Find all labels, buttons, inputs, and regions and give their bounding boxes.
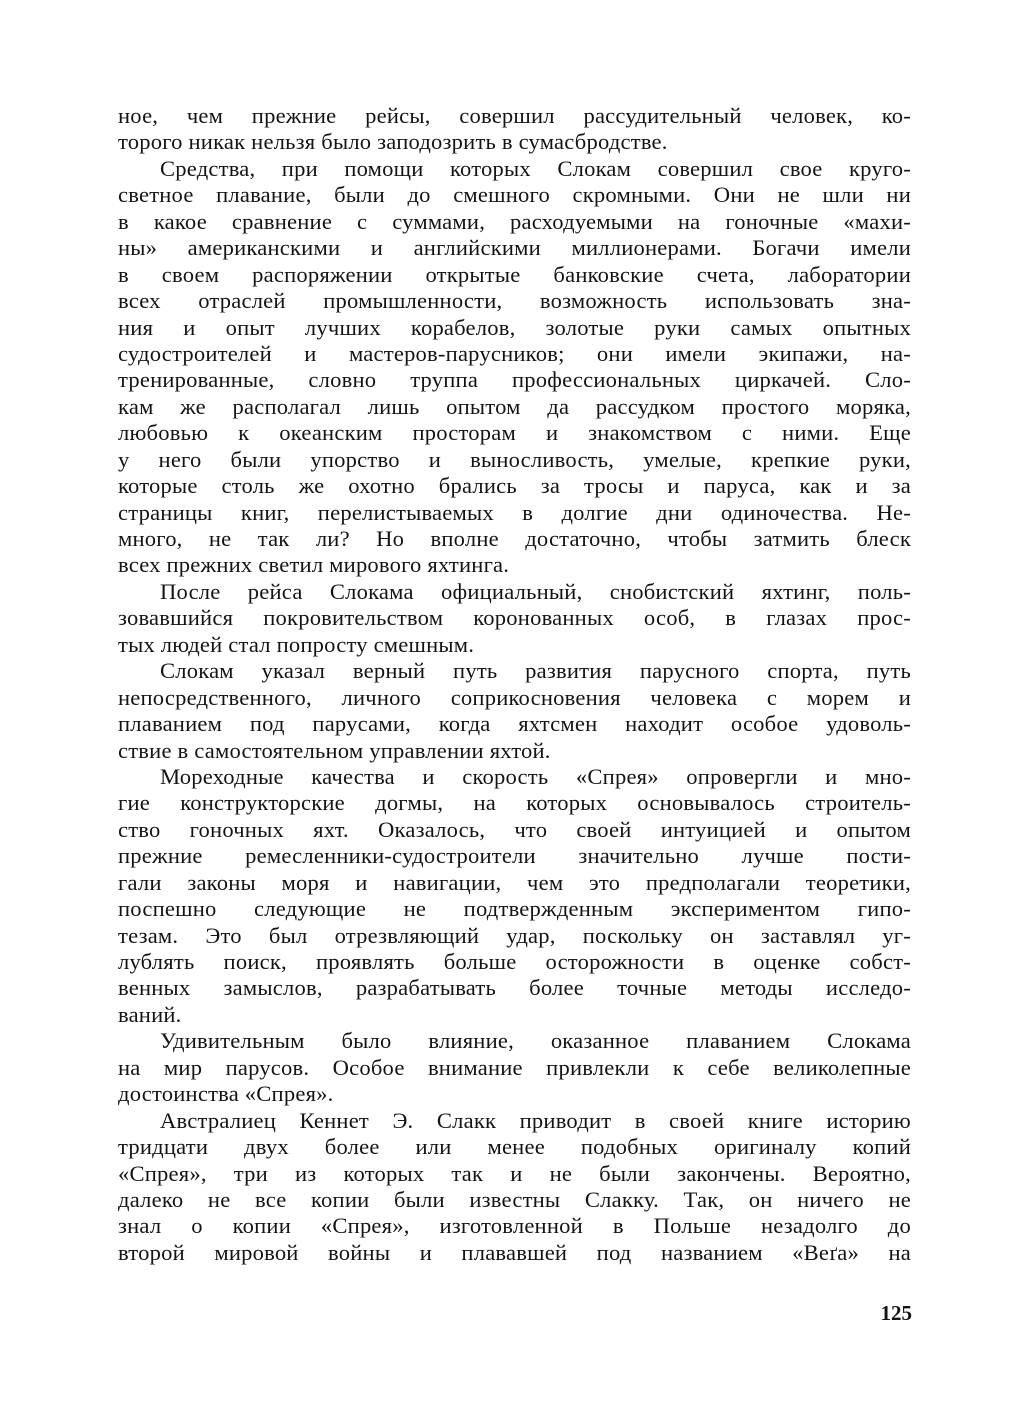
text-line: второй мировой войны и плававшей под названием «Вeґa» на bbox=[118, 1239, 911, 1265]
text-line: гали законы моря и навигации, чем это предполагали теоретики, bbox=[118, 869, 911, 895]
text-line: ния и опыт лучших корабелов, золотые руки самых опытных bbox=[118, 314, 911, 340]
text-line: всех прежних светил мирового яхтинга. bbox=[118, 552, 510, 578]
text-line: которые столь же охотно брались за тросы и паруса, как и за bbox=[118, 473, 911, 499]
text-line: Удивительным было влияние, оказанное плаванием Слокама bbox=[160, 1028, 911, 1054]
paragraph bbox=[118, 764, 911, 1028]
text-line: всех отраслей промышленности, возможность использовать зна- bbox=[118, 288, 911, 314]
text-line: судостроителей и мастеров-парусников; они имели экипажи, на- bbox=[118, 340, 911, 366]
text-line: на мир парусов. Особое внимание привлекли к себе великолепные bbox=[118, 1054, 911, 1080]
text-line: тренированные, словно труппа профессиональных циркачей. Сло- bbox=[118, 367, 911, 393]
text-line: тых людей стал попросту смешным. bbox=[118, 631, 475, 657]
paragraph bbox=[118, 156, 911, 579]
text-line: в своем распоряжении открытые банковские счета, лаборатории bbox=[118, 261, 911, 287]
text-line: лублять поиск, проявлять больше осторожности в оценке собст- bbox=[118, 949, 911, 974]
text-line: у него были упорство и выносливость, умелые, крепкие руки, bbox=[118, 446, 911, 472]
text-line: много, не так ли? Но вполне достаточно, чтобы затмить блеск bbox=[118, 526, 911, 551]
text-line: Средства, при помощи которых Слокам совершил свое круго- bbox=[160, 155, 911, 181]
text-line: ство гоночных яхт. Оказалось, что своей интуицией и опытом bbox=[118, 816, 911, 842]
paragraph bbox=[118, 1108, 911, 1267]
text-line: знал о копии «Спрея», изготовленной в Польше незадолго до bbox=[118, 1213, 911, 1239]
page-body bbox=[118, 103, 911, 1266]
text-line: Мореходные качества и скорость «Спрея» опровергли и мно- bbox=[160, 763, 911, 789]
text-line: зовавшийся покровительством коронованных особ, в глазах прос- bbox=[118, 605, 911, 631]
text-line: ствие в самостоятельном управлении яхтой. bbox=[118, 737, 551, 763]
text-line: «Спрея», три из которых так и не были закончены. Вероятно, bbox=[118, 1160, 911, 1186]
text-line: плаванием под парусами, когда яхтсмен находит особое удоволь- bbox=[118, 711, 911, 737]
text-line: кам же располагал лишь опытом да рассудком простого моряка, bbox=[118, 393, 911, 419]
text-line: ваний. bbox=[118, 1001, 182, 1027]
text-line: ны» американскими и английскими миллионерами. Богачи имели bbox=[118, 235, 911, 261]
text-line: венных замыслов, разрабатывать более точные методы исследо- bbox=[118, 975, 911, 1001]
text-line: торого никак нельзя было заподозрить в сумасбродстве. bbox=[118, 129, 668, 155]
text-line: далеко не все копии были известны Слакку. Так, он ничего не bbox=[118, 1186, 911, 1212]
text-line: достоинства «Спрея». bbox=[118, 1081, 334, 1107]
text-line: Слокам указал верный путь развития парусного спорта, путь bbox=[160, 658, 911, 684]
paragraph bbox=[118, 579, 911, 658]
paragraph bbox=[118, 658, 911, 764]
paragraph bbox=[118, 103, 911, 156]
text-line: тридцати двух более или менее подобных оригиналу копий bbox=[118, 1134, 911, 1160]
text-line: светное плавание, были до смешного скромными. Они не шли ни bbox=[118, 182, 911, 208]
text-line: После рейса Слокама официальный, снобистский яхтинг, поль- bbox=[160, 578, 911, 604]
page-number: 125 bbox=[880, 1301, 912, 1325]
text-line: любовью к океанским просторам и знакомством с ними. Еще bbox=[118, 420, 911, 446]
text-line: тезам. Это был отрезвляющий удар, поскольку он заставлял уг- bbox=[118, 922, 911, 948]
text-line: непосредственного, личного соприкосновения человека с морем и bbox=[118, 684, 911, 710]
text-line: Австралиец Кеннет Э. Слакк приводит в своей книге историю bbox=[160, 1107, 911, 1133]
text-line: ное, чем прежние рейсы, совершил рассудительный человек, ко- bbox=[118, 103, 911, 128]
text-line: в какое сравнение с суммами, расходуемыми на гоночные «махи- bbox=[118, 208, 911, 234]
paragraph bbox=[118, 1028, 911, 1107]
text-line: прежние ремесленники-судостроители значительно лучше пости- bbox=[118, 843, 911, 869]
text-line: страницы книг, перелистываемых в долгие дни одиночества. Не- bbox=[118, 499, 911, 525]
text-line: поспешно следующие не подтвержденным экспериментом гипо- bbox=[118, 896, 911, 922]
text-line: гие конструкторские догмы, на которых основывалось строитель- bbox=[118, 790, 911, 816]
